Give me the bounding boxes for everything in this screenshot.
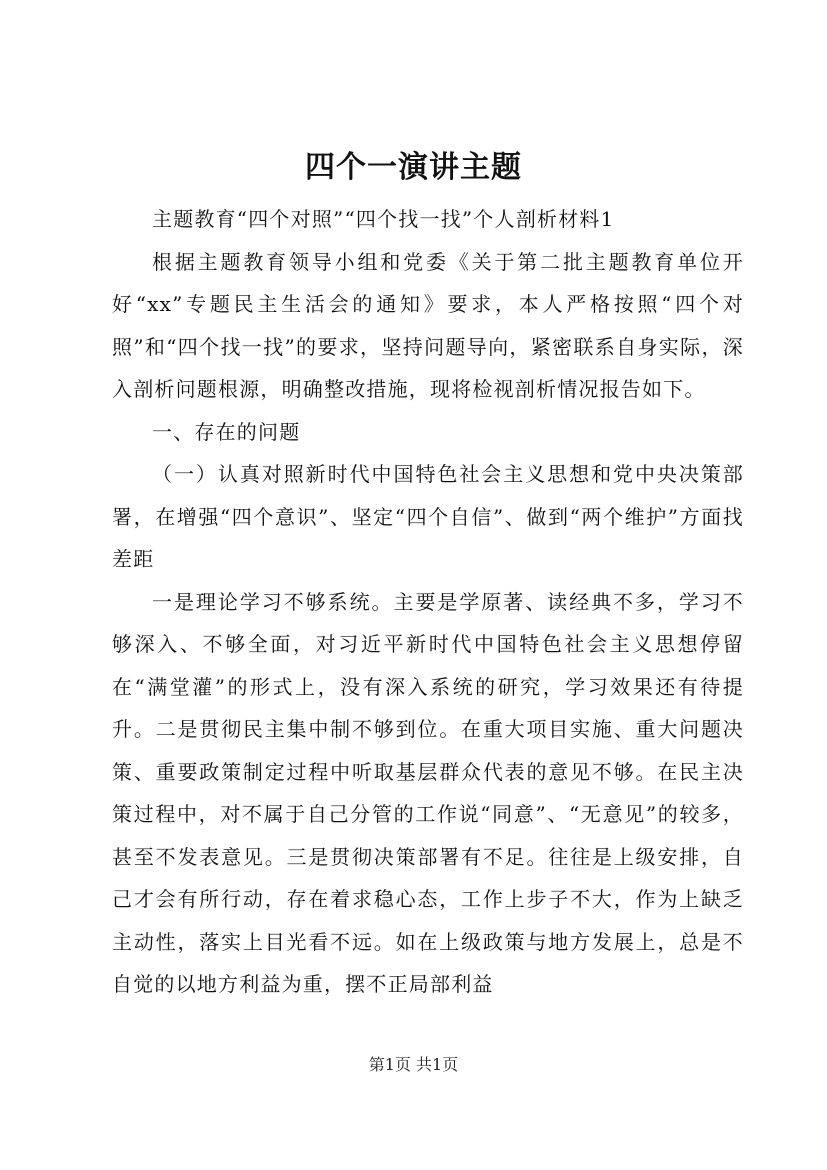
document-subtitle: 主题教育“四个对照”“四个找一找”个人剖析材料1	[152, 207, 615, 231]
subsection-heading: （一）认真对照新时代中国特色社会主义思想和党中央决策部署，在增强“四个意识”、坚定“四个自信”、做到“两个维护”方面找差距	[112, 462, 744, 571]
paragraph-problems: 一是理论学习不够系统。主要是学原著、读经典不多，学习不够深入、不够全面，对习近平新时代中国特色社会主义思想停留在“满堂灌”的形式上，没有深入系统的研究，学习效果还有待提升。二是贯彻民主集中制不够到位。在重大项目实施、重大问题决策、重要政策制定过程中听取基层群众代表的意见不够。在民主决策过程中，对不属于自己分管的工作说“同意”、“无意见”的较多，甚至不发表意见。三是贯彻决策部署有不足。往往是上级安排，自己才会有所行动，存在着求稳心态，工作上步子不大，作为上缺乏主动性，落实上目光看不远。如在上级政策与地方发展上，总是不自觉的以地方利益为重，摆不正局部利益	[112, 589, 744, 996]
paragraph-intro: 根据主题教育领导小组和党委《关于第二批主题教育单位开好“xx”专题民主生活会的通知》要求，本人严格按照“四个对照”和“四个找一找”的要求，坚持问题导向，紧密联系自身实际，深入剖析问题根源，明确整改措施，现将检视剖析情况报告如下。	[112, 249, 744, 401]
document-title: 四个一演讲主题	[305, 150, 522, 185]
section-heading: 一、存在的问题	[152, 419, 301, 444]
document-body	[112, 198, 744, 1006]
page-footer: 第1页 共1页	[368, 1055, 459, 1074]
